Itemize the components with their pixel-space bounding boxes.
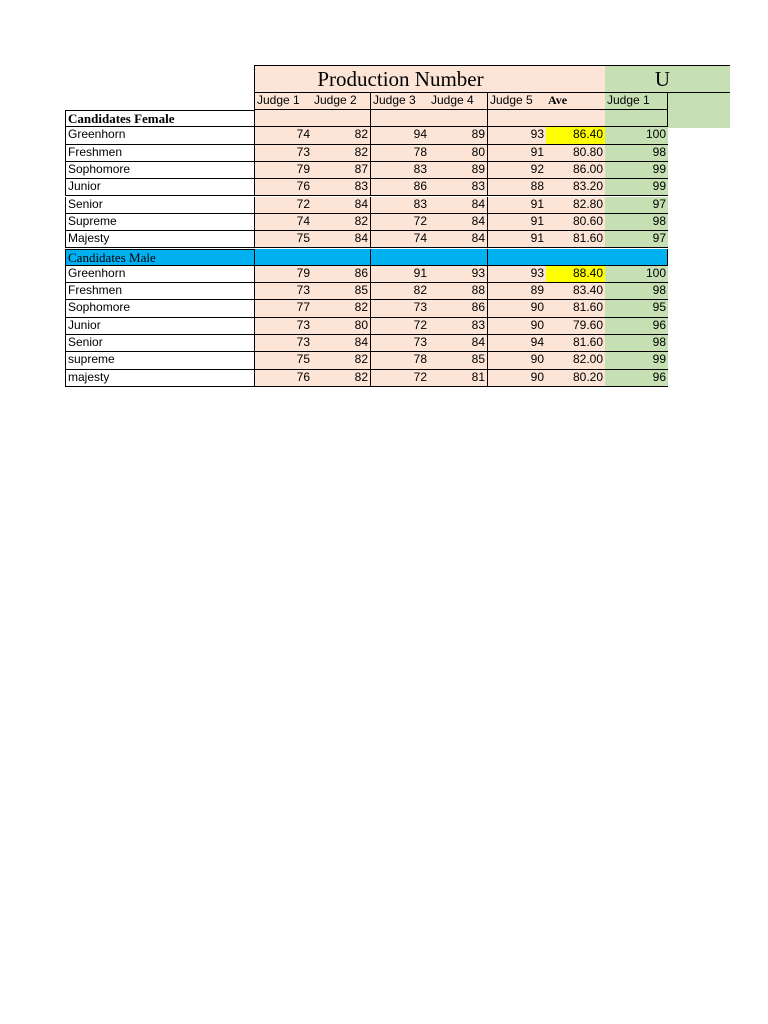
female-next-judge-score: 99 (605, 179, 668, 196)
female-score-judge-5: 91 (488, 231, 547, 248)
female-score-judge-2: 82 (312, 214, 371, 231)
female-section-blank-judge-4 (429, 110, 488, 127)
female-average: 81.60 (546, 231, 606, 248)
female-candidate-name: Freshmen (65, 145, 255, 162)
female-section-blank-judge-1 (254, 110, 313, 127)
female-section-blank-judge-2 (312, 110, 371, 127)
female-score-judge-4: 83 (429, 179, 488, 196)
judge-header-3: Judge 3 (371, 93, 430, 110)
female-score-judge-5: 91 (488, 145, 547, 162)
female-score-judge-3: 94 (371, 127, 430, 144)
female-score-judge-2: 87 (312, 162, 371, 179)
female-section-blank-judge-5 (488, 110, 547, 127)
female-next-judge-score: 97 (605, 197, 668, 214)
female-average: 82.80 (546, 197, 606, 214)
male-score-judge-2: 86 (312, 266, 371, 283)
female-average: 86.00 (546, 162, 606, 179)
male-score-judge-3: 72 (371, 370, 430, 387)
male-score-judge-3: 72 (371, 318, 430, 335)
female-score-judge-1: 74 (254, 127, 313, 144)
male-score-judge-4: 93 (429, 266, 488, 283)
female-next-judge-score: 98 (605, 214, 668, 231)
male-next-judge-score: 98 (605, 283, 668, 300)
female-section-blank-ave (546, 110, 606, 127)
female-next-judge-score: 100 (605, 127, 668, 144)
male-next-judge-score: 95 (605, 300, 668, 317)
female-score-judge-1: 74 (254, 214, 313, 231)
next-judge-header: Judge 1 (605, 93, 668, 110)
male-score-judge-5: 89 (488, 283, 547, 300)
male-average: 81.60 (546, 300, 606, 317)
female-score-judge-4: 84 (429, 197, 488, 214)
female-score-judge-5: 93 (488, 127, 547, 144)
male-score-judge-4: 81 (429, 370, 488, 387)
green-header-extension (667, 93, 730, 128)
judge-header-2: Judge 2 (312, 93, 371, 110)
male-score-judge-5: 90 (488, 352, 547, 369)
male-score-judge-5: 94 (488, 335, 547, 352)
male-section-blank-judge-4 (429, 249, 488, 266)
male-score-judge-3: 91 (371, 266, 430, 283)
female-score-judge-1: 79 (254, 162, 313, 179)
male-candidate-name: Freshmen (65, 283, 255, 300)
male-score-judge-4: 85 (429, 352, 488, 369)
female-score-judge-5: 91 (488, 214, 547, 231)
female-candidate-name: Majesty (65, 231, 255, 248)
male-score-judge-4: 83 (429, 318, 488, 335)
female-score-judge-1: 72 (254, 197, 313, 214)
female-score-judge-1: 75 (254, 231, 313, 248)
female-candidate-name: Greenhorn (65, 127, 255, 144)
male-score-judge-4: 84 (429, 335, 488, 352)
judge-header-4: Judge 4 (429, 93, 488, 110)
male-score-judge-3: 73 (371, 300, 430, 317)
female-score-judge-5: 91 (488, 197, 547, 214)
female-score-judge-4: 84 (429, 231, 488, 248)
production-number-title: Production Number (254, 65, 547, 93)
judge-header-5: Judge 5 (488, 93, 547, 110)
female-score-judge-5: 88 (488, 179, 547, 196)
male-score-judge-3: 78 (371, 352, 430, 369)
male-score-judge-4: 88 (429, 283, 488, 300)
male-score-judge-5: 90 (488, 300, 547, 317)
female-candidate-name: Senior (65, 197, 255, 214)
male-score-judge-1: 73 (254, 318, 313, 335)
male-section-blank-next (605, 249, 668, 266)
male-candidate-name: Greenhorn (65, 266, 255, 283)
male-score-judge-5: 90 (488, 318, 547, 335)
male-section-blank-judge-5 (488, 249, 547, 266)
female-score-judge-5: 92 (488, 162, 547, 179)
female-average: 86.40 (546, 127, 606, 144)
male-score-judge-2: 82 (312, 352, 371, 369)
female-score-judge-3: 78 (371, 145, 430, 162)
female-next-judge-score: 97 (605, 231, 668, 248)
female-score-judge-4: 80 (429, 145, 488, 162)
female-score-judge-3: 74 (371, 231, 430, 248)
female-candidate-name: Sophomore (65, 162, 255, 179)
male-next-judge-score: 100 (605, 266, 668, 283)
male-score-judge-2: 85 (312, 283, 371, 300)
female-candidate-name: Supreme (65, 214, 255, 231)
male-average: 80.20 (546, 370, 606, 387)
male-average: 83.40 (546, 283, 606, 300)
female-candidate-name: Junior (65, 179, 255, 196)
male-next-judge-score: 96 (605, 370, 668, 387)
male-next-judge-score: 99 (605, 352, 668, 369)
male-score-judge-2: 84 (312, 335, 371, 352)
male-candidate-name: Junior (65, 318, 255, 335)
male-score-judge-1: 76 (254, 370, 313, 387)
female-score-judge-3: 83 (371, 162, 430, 179)
male-score-judge-2: 82 (312, 370, 371, 387)
female-score-judge-4: 89 (429, 162, 488, 179)
ave-title-blank (546, 65, 606, 93)
female-score-judge-1: 76 (254, 179, 313, 196)
female-score-judge-3: 86 (371, 179, 430, 196)
judge-header-1: Judge 1 (254, 93, 313, 110)
male-score-judge-3: 73 (371, 335, 430, 352)
male-next-judge-score: 96 (605, 318, 668, 335)
female-score-judge-2: 83 (312, 179, 371, 196)
female-score-judge-1: 73 (254, 145, 313, 162)
female-score-judge-2: 84 (312, 231, 371, 248)
ave-header: Ave (546, 93, 606, 110)
male-average: 79.60 (546, 318, 606, 335)
female-section-blank-next (605, 110, 668, 127)
male-average: 88.40 (546, 266, 606, 283)
female-section-blank-judge-3 (371, 110, 430, 127)
female-average: 83.20 (546, 179, 606, 196)
male-section-blank-judge-1 (254, 249, 313, 266)
female-score-judge-4: 89 (429, 127, 488, 144)
male-score-judge-1: 77 (254, 300, 313, 317)
male-score-judge-2: 82 (312, 300, 371, 317)
male-score-judge-1: 79 (254, 266, 313, 283)
male-section-blank-judge-3 (371, 249, 430, 266)
female-score-judge-2: 82 (312, 127, 371, 144)
second-category-title: U (605, 65, 730, 93)
male-candidate-name: majesty (65, 370, 255, 387)
male-score-judge-5: 90 (488, 370, 547, 387)
female-score-judge-3: 83 (371, 197, 430, 214)
female-score-judge-4: 84 (429, 214, 488, 231)
male-next-judge-score: 98 (605, 335, 668, 352)
female-next-judge-score: 98 (605, 145, 668, 162)
male-average: 81.60 (546, 335, 606, 352)
female-next-judge-score: 99 (605, 162, 668, 179)
female-score-judge-2: 84 (312, 197, 371, 214)
male-section-label: Candidates Male (65, 249, 255, 266)
male-score-judge-1: 73 (254, 335, 313, 352)
male-score-judge-1: 73 (254, 283, 313, 300)
male-score-judge-3: 82 (371, 283, 430, 300)
female-score-judge-3: 72 (371, 214, 430, 231)
male-score-judge-4: 86 (429, 300, 488, 317)
female-average: 80.80 (546, 145, 606, 162)
male-average: 82.00 (546, 352, 606, 369)
female-score-judge-2: 82 (312, 145, 371, 162)
male-candidate-name: supreme (65, 352, 255, 369)
male-section-blank-ave (546, 249, 606, 266)
female-average: 80.60 (546, 214, 606, 231)
male-score-judge-1: 75 (254, 352, 313, 369)
female-section-label: Candidates Female (65, 110, 255, 127)
male-score-judge-2: 80 (312, 318, 371, 335)
male-candidate-name: Senior (65, 335, 255, 352)
male-section-blank-judge-2 (312, 249, 371, 266)
male-score-judge-5: 93 (488, 266, 547, 283)
male-candidate-name: Sophomore (65, 300, 255, 317)
